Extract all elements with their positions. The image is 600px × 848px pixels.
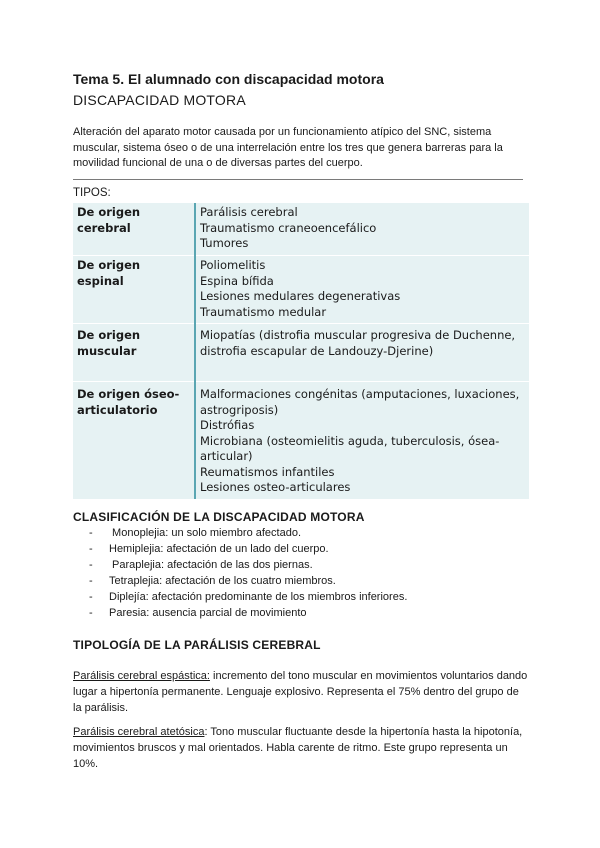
classification-item (89, 573, 407, 589)
classification-item-text: Monoplejia: un solo miembro afectado. (109, 527, 301, 539)
bullet-dash: - (89, 527, 93, 539)
classification-item-text: Paresia: ausencia parcial de movimiento (109, 607, 307, 619)
types-category: De origen espinal (73, 256, 195, 324)
types-item: Tumores (200, 236, 249, 250)
section-title: DISCAPACIDAD MOTORA (73, 92, 246, 108)
types-row (73, 382, 529, 499)
types-item: Malformaciones congénitas (amputaciones, luxaciones, astrogriposis) (200, 387, 520, 417)
types-label: TIPOS: (73, 187, 111, 199)
types-item: Poliomelitis (200, 258, 266, 272)
classification-item (89, 557, 407, 573)
classification-heading: CLASIFICACIÓN DE LA DISCAPACIDAD MOTORA (73, 510, 365, 524)
text-espastica: incremento del tono muscular en movimientos voluntarios dando lugar a hipertonía permanente. Lenguaje explosivo. Representa el 75% dentro del grupo de la parálisis. (73, 670, 528, 714)
term-espastica: Parálisis cerebral espástica: (73, 670, 210, 682)
types-item: Distrófias (200, 418, 255, 432)
types-item: Reumatismos infantiles (200, 464, 335, 479)
classification-item (89, 525, 407, 541)
paragraph-atetosica (73, 724, 528, 772)
divider (73, 179, 523, 180)
types-category: De origen óseo-articulatorio (73, 382, 195, 499)
types-items (195, 256, 529, 324)
types-item: Traumatismo craneoencefálico (200, 220, 377, 235)
classification-item-text: Diplejía: afectación predominante de los miembros inferiores. (109, 591, 408, 603)
types-items (195, 382, 529, 499)
types-items (195, 203, 529, 256)
types-table (73, 203, 529, 499)
bullet-dash: - (89, 591, 93, 603)
types-item: Espina bífida (200, 273, 274, 288)
classification-item-text: Hemiplejia: afectación de un lado del cuerpo. (109, 543, 329, 555)
paragraph-espastica (73, 668, 528, 716)
types-item: Microbiana (osteomielitis aguda, tuberculosis, ósea-articular) (200, 433, 500, 463)
bullet-dash: - (89, 607, 93, 619)
bullet-dash: - (89, 575, 93, 587)
bullet-dash: - (89, 543, 93, 555)
intro-paragraph: Alteración del aparato motor causada por un funcionamiento atípico del SNC, sistema muscular, sistema óseo o de una interrelación entre los tres que genera barreras para la movilidad funcional de una o de diversas partes del cuerpo. (73, 126, 503, 169)
classification-list (89, 525, 407, 621)
classification-item (89, 541, 407, 557)
types-row (73, 203, 529, 256)
types-items (195, 324, 529, 382)
classification-item (89, 589, 407, 605)
classification-item (89, 605, 407, 621)
types-item: Lesiones osteo-articulares (200, 480, 351, 494)
term-atetosica: Parálisis cerebral atetósica (73, 726, 205, 738)
types-item: Lesiones medulares degenerativas (200, 289, 401, 303)
classification-item-text: Tetraplejia: afectación de los cuatro miembros. (109, 575, 336, 587)
types-category: De origen cerebral (73, 203, 195, 256)
page-title: Tema 5. El alumnado con discapacidad motora (73, 71, 384, 87)
classification-item-text: Paraplejia: afectación de las dos piernas. (109, 559, 313, 571)
bullet-dash: - (89, 559, 93, 571)
types-item: Traumatismo medular (200, 304, 327, 319)
types-row (73, 256, 529, 324)
types-row (73, 324, 529, 382)
types-item: Parálisis cerebral (200, 205, 298, 219)
typology-heading: TIPOLOGÍA DE LA PARÁLISIS CEREBRAL (73, 638, 321, 652)
types-item: Miopatías (distrofia muscular progresiva de Duchenne, distrofia escapular de Landouzy-Djerine) (200, 328, 516, 358)
text-atetosica: : Tono muscular fluctuante desde la hipertonía hasta la hipotonía, movimientos bruscos y mal orientados. Habla carente de ritmo. Este grupo representa un 10%. (73, 726, 523, 770)
types-category: De origen muscular (73, 324, 195, 382)
